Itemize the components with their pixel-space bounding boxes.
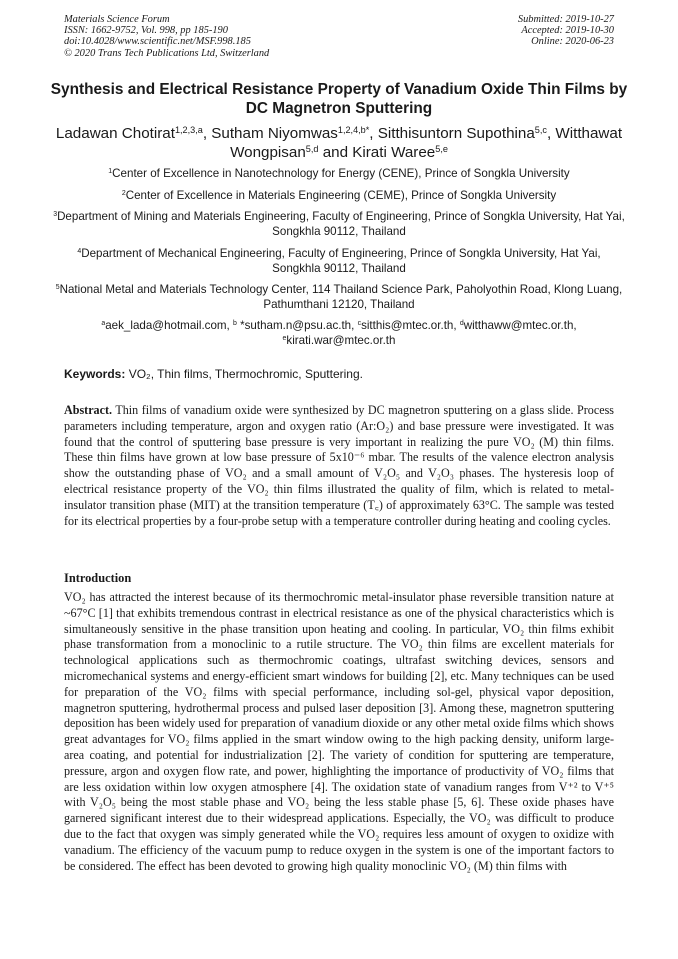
author-affiliation-marker: 1,2,3,a [174,124,203,135]
affiliation-text: Center of Excellence in Materials Engineering (CEME), Prince of Songkla University [125,189,557,202]
affiliation-5 [52,282,626,312]
email-marker: e [282,335,287,343]
accepted-date: Accepted: 2019-10-30 [521,25,614,37]
affiliation-text: Department of Mechanical Engineering, Faculty of Engineering, Prince of Songkla University, Hat Yai, Songkhla 90112, Thailand [81,247,601,275]
affiliation-1 [52,166,626,181]
affiliation-4 [52,246,626,276]
author-separator: , [369,125,378,142]
affiliation-marker: 3 [53,211,58,219]
abstract-label: Abstract. [64,403,113,417]
author-name: Kirati Waree [352,144,436,161]
email-address: witthaww@mtec.or.th, [463,319,577,332]
issn-line: ISSN: 1662-9752, Vol. 998, pp 185-190 [64,25,228,37]
email-marker: a [101,320,106,328]
copyright-line: © 2020 Trans Tech Publications Ltd, Switzerland [64,47,270,59]
author-emails [52,318,626,348]
affiliation-text: National Metal and Materials Technology Center, 114 Thailand Science Park, Paholyothin Road, Klong Luang, Pathumthani 12120, Thailand [59,283,623,311]
abstract [64,403,614,529]
affiliation-marker: 4 [77,248,82,256]
author-name: Sitthisuntorn Supothina [377,125,535,142]
journal-name: Materials Science Forum [64,14,170,25]
online-date: Online: 2020-06-23 [531,36,614,48]
affiliation-marker: 1 [108,168,113,176]
keywords-label: Keywords: [64,367,126,381]
author-separator: , [546,125,556,142]
author-affiliation-marker: 5,c [534,124,547,135]
introduction-paragraph: VO₂ has attracted the interest because of its thermochromic metal-insulator phase reversible transition nature at ~67°C [1] that exhibits tremendous contrast in electrical resistance as one of the physical characteristics which is simultaneously sensitive in the phase transition upon heating and cooling. In particular, VO₂ thin films exhibit phase transformation from a monoclinic to a rutile structure. The VO₂ thin films are excellent materials for technological applications such as thermochromic coatings, ultrafast switching devices, sensors and micromechanical systems and energy-efficient smart windows for building [2], etc. Many techniques can be used for preparation of the VO₂ films with special performance, including sol-gel, physical vapor deposition, magnetron sputtering, hydrothermal process and pulsed laser deposition [3]. Among these, magnetron sputtering deposition has been widely used for preparation of vanadium dioxide or any other metal oxide films which shows great advantages for VO₂ films applied in the smart window owing to the high packing density, uniform large-area coating, and potential for industrialization [2]. The variety of condition for sputtering are temperature, pressure, argon and oxygen flow rate, and power, highlighting the importance of productivity of VO₂ films that are less oxidation within low oxygen atmosphere [4]. The oxidation state of vanadium ranges from V⁺² to V⁺⁵ with V₂O₅ being the most stable phase and VO₂ being the less stable phase [5, 6]. These oxide phases have garnered significant interest due to their widespread applications. Especially, the VO₂ was difficult to produce due to the fact that oxygen was simply generated while the VO₂ requires less amount of oxygen to oxidize with vanadium. The efficiency of the vacuum pump to reduce oxygen in the system is one of the important factors to be considered. The effect has been devoted to growing high quality monoclinic VO₂ (M) thin films with [64,590,614,873]
keywords [64,367,363,382]
email-address: kirati.war@mtec.or.th [286,334,396,347]
email-marker: c [357,320,362,328]
submitted-date: Submitted: 2019-10-27 [517,14,614,25]
affiliation-2 [52,188,626,203]
author-affiliation-marker: 1,2,4,b* [337,124,370,135]
author-separator: , [202,125,212,142]
affiliation-text: Center of Excellence in Nanotechnology for Energy (CENE), Prince of Songkla University [112,167,570,180]
journal-header-left [64,14,269,59]
email-marker: d [459,320,464,328]
section-heading-introduction: Introduction [64,571,132,585]
affiliation-marker: 2 [121,190,126,198]
paper-title: Synthesis and Electrical Resistance Property of Vanadium Oxide Thin Films by DC Magnetron Sputtering [50,81,628,117]
abstract-text: Thin films of vanadium oxide were synthesized by DC magnetron sputtering on a glass slide. Process parameters including temperature, argon and oxygen ratio (Ar:O₂) and base pressure were investigated. It was found that the control of sputtering base pressure is very important in realizing the pure VO₂ (M) thin films. These thin films have grown at low base pressure of 5x10⁻⁶ mbar. The results of the valence electron analysis show the outstanding phase of VO₂ and a small amount of V₂O₅ and V₂O₃ phases. The hysteresis loop of electrical resistance property of the VO₂ thin films illustrated the quality of film, which is related to metal-insulator transition phase (MIT) at the transition temperature (T꜀) of approximately 63°C. The sample was tested for its electrical properties by a four-probe setup with a temperature controller during heating and cooling cycles. [64,403,614,528]
author-name: Ladawan Chotirat [55,125,175,142]
doi-line: doi:10.4028/www.scientific.net/MSF.998.185 [64,36,251,48]
email-address: *sutham.n@psu.ac.th, [236,319,358,332]
author-affiliation-marker: 5,e [435,143,448,154]
author-separator: and [318,144,353,161]
affiliation-marker: 5 [55,284,60,292]
journal-header-right [518,14,614,48]
affiliation-3 [52,209,626,239]
keywords-text: VO₂, Thin films, Thermochromic, Sputtering. [125,367,363,381]
author-list [40,124,638,162]
email-marker: b [233,320,237,328]
author-name: Sutham Niyomwas [211,125,338,142]
email-address: sitthis@mtec.or.th, [361,319,460,332]
author-affiliation-marker: 5,d [305,143,319,154]
affiliation-text: Department of Mining and Materials Engineering, Faculty of Engineering, Prince of Songkla University, Hat Yai, Songkhla 90112, Thailand [57,210,625,238]
author-name: Witthawat Wongpisan [230,125,623,161]
email-address: aek_lada@hotmail.com, [105,319,234,332]
